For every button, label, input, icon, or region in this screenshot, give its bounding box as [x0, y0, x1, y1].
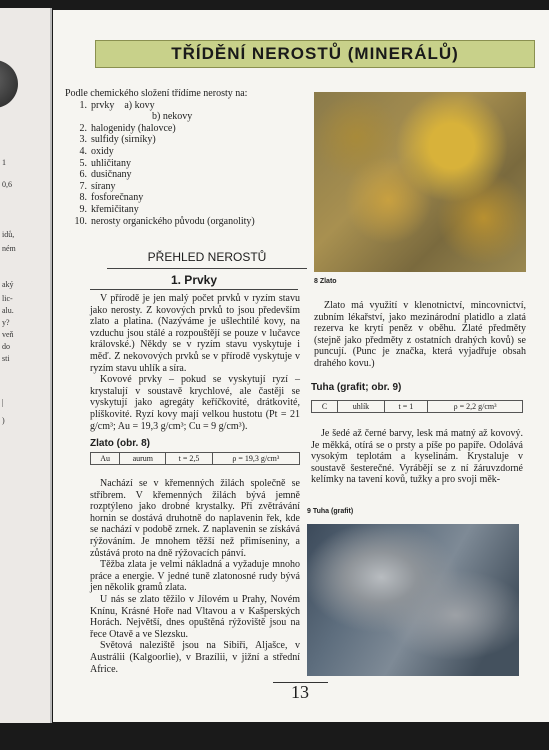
list-label: fosforečnany	[91, 192, 144, 204]
list-item	[65, 216, 295, 228]
list-number: 6.	[79, 169, 87, 181]
list-number: 1.	[79, 99, 87, 111]
list-label: dusičnany	[91, 169, 132, 181]
list-label: halogenidy (halovce)	[91, 122, 176, 134]
tuha-heading: Tuha (grafit; obr. 9)	[311, 382, 402, 393]
list-label: křemičitany	[91, 203, 139, 215]
paragraph: V přírodě je jen malý počet prvků v ryzím stavu jako nerosty. Z kovových prvků to jsou především zlato a platina. (Nazýváme je ušlechtilé kovy, na vzduchu jsou stálé a rozpouštějí se pouze v lučavce královské.) Někdy se v ryzím stavu vyskytuje i měď. Z nekovových prvků se v přírodě vyskytuje v ryzím stavu uhlík a síra.	[90, 293, 300, 374]
adjacent-page-image	[0, 60, 18, 108]
list-number: 10.	[74, 215, 87, 227]
list-item	[65, 100, 295, 112]
list-item	[65, 134, 295, 146]
section-title: PŘEHLED NEROSTŮ	[107, 250, 307, 269]
list-item	[65, 111, 295, 123]
list-item	[65, 169, 295, 181]
list-number: 2.	[79, 122, 87, 134]
table-cell: Au	[91, 453, 120, 465]
list-label: uhličitany	[91, 157, 131, 169]
paragraph: U nás se zlato těžilo v Jílovém u Prahy, Novém Knínu, Krásné Hoře nad Vltavou a v Kašperských Horách. Největší, dnes opuštěná rýžoviště jsou na řece Otavě a ve Slezsku.	[90, 593, 300, 640]
zlato-properties-table	[90, 452, 300, 465]
strip-word: lic-	[2, 294, 13, 303]
figure-caption: 8 Zlato	[314, 278, 337, 285]
paragraph: Těžba zlata je velmi nákladná a vyžaduje mnoho práce a energie. V jedné tuně zlatonosné rudy bývá jen několik gramů zlata.	[90, 559, 300, 594]
paragraph: Nachází se v křemenných žilách společně se stříbrem. V křemenných žilách bývá jemně rozptýleno jako drobné krystalky. Při zvětrávání hornin se dostává druhotně do naplavenin řek, kde se nachází v podobě zrnek. Z naplavenin se získává rýžováním. Je mnohem těžší než přimíseniny, a zůstává proto na dně rýžovacích pánví.	[90, 478, 300, 559]
strip-word: veň	[2, 330, 14, 339]
list-label: oxidy	[91, 145, 114, 157]
list-label: sulfidy (sirníky)	[91, 134, 156, 146]
table-cell: uhlík	[338, 401, 385, 413]
tuha-properties-table	[311, 400, 523, 413]
strip-marker: |	[2, 398, 4, 407]
list-number: 5.	[79, 157, 87, 169]
paragraph: Světová naleziště jsou na Sibiři, Aljašce, v Austrálii (Kalgoorlie), v Brazílii, v jižní a střední Africe.	[90, 640, 300, 675]
list-subitem: b) nekovy	[152, 111, 193, 123]
list-item	[65, 204, 295, 216]
list-number: 8.	[79, 192, 87, 204]
list-label: sírany	[91, 180, 116, 192]
page-number: 13	[291, 682, 309, 702]
list-item	[65, 181, 295, 193]
subsection-title: 1. Prvky	[90, 273, 298, 290]
list-number: 7.	[79, 180, 87, 192]
classification-list	[65, 100, 295, 228]
classification-block	[65, 88, 295, 227]
adjacent-page-strip	[0, 8, 52, 723]
strip-marker: )	[2, 416, 5, 425]
right-column-text	[314, 300, 526, 370]
list-label: prvky	[91, 99, 115, 111]
paragraph: Kovové prvky – pokud se vyskytují ryzí – krystalují v soustavě krychlové, ale častěji se vyskytují jako agregáty keříčkovité, drátkovité, plíškovité. Ryzí kovy mají velkou hustotu (Pt = 21 g/cm³; Au = 19,3 g/cm³; Cu = 9 g/cm³).	[90, 374, 300, 432]
list-item	[65, 146, 295, 158]
right-column-text-2	[311, 428, 523, 486]
table-cell: ρ = 19,3 g/cm³	[212, 453, 299, 465]
table-cell: C	[312, 401, 338, 413]
paragraph: Zlato má využití v klenotnictví, mincovnictví, zubním lékařství, jako mezinárodní platidlo a zlatá rezerva ke krytí peněz v oběhu. Zlaté předměty (stejně jako předměty z ostatních drahých kovů) se puncují. (Punc je značka, která vyjadřuje obsah drahého kovu.)	[314, 300, 526, 369]
strip-word: do	[2, 342, 10, 351]
strip-word: sti	[2, 354, 10, 363]
strip-word: ném	[2, 244, 16, 253]
strip-word: idů,	[2, 230, 15, 239]
list-number: 3.	[79, 134, 87, 146]
table-cell: ρ = 2,2 g/cm³	[428, 401, 523, 413]
gold-photo	[314, 92, 526, 272]
strip-word: aký	[2, 280, 14, 289]
table-cell: t = 2,5	[166, 453, 212, 465]
header-band	[95, 40, 535, 68]
strip-mark: 0,6	[2, 180, 12, 189]
left-column-text-2	[90, 478, 300, 675]
list-item	[65, 123, 295, 135]
page-title: TŘÍDĚNÍ NEROSTŮ (MINERÁLŮ)	[171, 44, 459, 63]
graphite-photo	[307, 524, 519, 676]
figure-caption: 9 Tuha (grafit)	[307, 508, 354, 515]
list-item	[65, 192, 295, 204]
paragraph: Je šedé až černé barvy, lesk má matný až kovový. Je měkká, otírá se o prsty a píše po papíře. Odolává vysokým teplotám a kyselinám. Krystaluje v soustavě šesterečné. Vyrábějí se z ní žáruvzdorné kelímky na tavení kovů, tužky a pro svoji měk-	[311, 428, 523, 486]
list-item	[65, 158, 295, 170]
strip-word: alu.	[2, 306, 14, 315]
list-number: 4.	[79, 145, 87, 157]
left-column-text	[90, 293, 300, 432]
strip-mark: 1	[2, 158, 6, 167]
zlato-heading: Zlato (obr. 8)	[90, 438, 150, 449]
book-page	[53, 10, 549, 722]
list-label: nerosty organického původu (organolity)	[91, 215, 255, 227]
list-number: 9.	[79, 203, 87, 215]
table-cell: t = 1	[384, 401, 427, 413]
list-subitem: a) kovy	[124, 99, 155, 111]
strip-word: y?	[2, 318, 10, 327]
table-cell: aurum	[120, 453, 166, 465]
intro-text: Podle chemického složení třídíme nerosty na:	[65, 88, 248, 99]
